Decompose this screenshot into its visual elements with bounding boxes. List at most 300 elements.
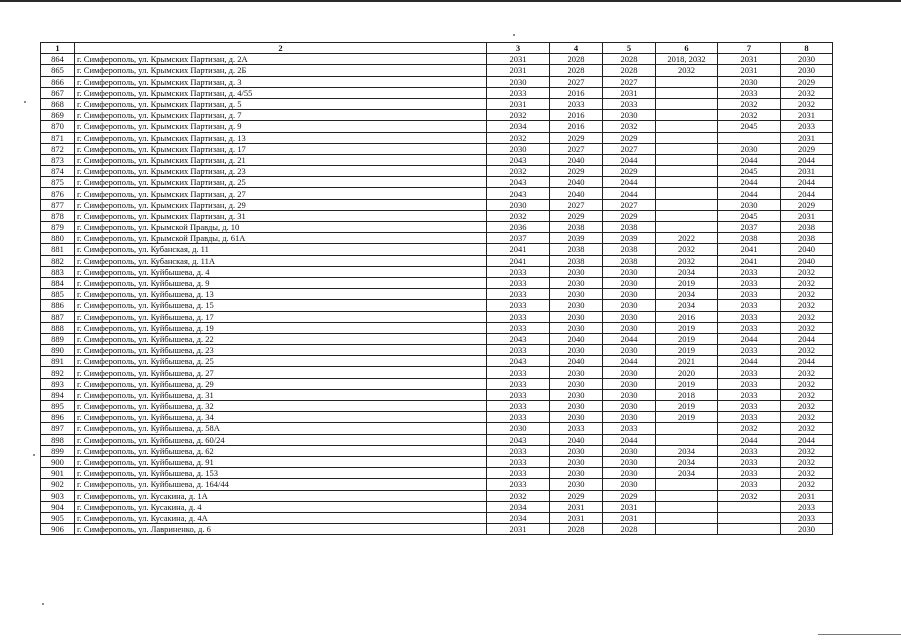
col-6-year — [656, 110, 718, 121]
table-row — [41, 479, 833, 490]
col-8-year: 2032 — [781, 389, 833, 400]
address: г. Симферополь, ул. Крымских Партизан, д. 21 — [75, 154, 487, 165]
table-row — [41, 177, 833, 188]
table-row — [41, 199, 833, 210]
table-row — [41, 378, 833, 389]
table-row — [41, 65, 833, 76]
col-5-year: 2030 — [603, 412, 656, 423]
col-6-year: 2032 — [656, 65, 718, 76]
col-5-year: 2030 — [603, 378, 656, 389]
row-number: 875 — [41, 177, 75, 188]
row-number: 867 — [41, 87, 75, 98]
col-7-year: 2033 — [718, 456, 781, 467]
column-header-1: 1 — [41, 43, 75, 54]
col-4-year: 2031 — [550, 501, 603, 512]
col-5-year: 2030 — [603, 110, 656, 121]
row-number: 901 — [41, 468, 75, 479]
col-6-year — [656, 166, 718, 177]
table-row — [41, 512, 833, 523]
col-8-year: 2031 — [781, 132, 833, 143]
col-4-year: 2030 — [550, 289, 603, 300]
col-5-year: 2029 — [603, 132, 656, 143]
table-row — [41, 322, 833, 333]
col-3-year: 2033 — [487, 401, 550, 412]
col-5-year: 2030 — [603, 445, 656, 456]
table-row — [41, 401, 833, 412]
col-6-year — [656, 188, 718, 199]
col-7-year: 2038 — [718, 233, 781, 244]
col-3-year: 2033 — [487, 300, 550, 311]
row-number: 872 — [41, 143, 75, 154]
table-row — [41, 333, 833, 344]
address: г. Симферополь, ул. Крымских Партизан, д. 29 — [75, 199, 487, 210]
col-5-year: 2028 — [603, 54, 656, 65]
col-4-year: 2040 — [550, 434, 603, 445]
col-5-year: 2027 — [603, 76, 656, 87]
row-number: 900 — [41, 456, 75, 467]
col-6-year: 2019 — [656, 333, 718, 344]
address: г. Симферополь, ул. Куйбышева, д. 22 — [75, 333, 487, 344]
col-6-year — [656, 177, 718, 188]
table-row — [41, 154, 833, 165]
col-3-year: 2031 — [487, 98, 550, 109]
address: г. Симферополь, ул. Крымских Партизан, д. 5 — [75, 98, 487, 109]
address: г. Симферополь, ул. Кубанская, д. 11 — [75, 244, 487, 255]
col-6-year: 2034 — [656, 289, 718, 300]
col-4-year: 2027 — [550, 143, 603, 154]
col-8-year: 2032 — [781, 311, 833, 322]
address: г. Симферополь, ул. Крымских Партизан, д. 17 — [75, 143, 487, 154]
table-row — [41, 412, 833, 423]
col-6-year: 2034 — [656, 445, 718, 456]
col-5-year: 2030 — [603, 322, 656, 333]
col-7-year: 2032 — [718, 490, 781, 501]
col-7-year: 2031 — [718, 54, 781, 65]
col-5-year: 2033 — [603, 423, 656, 434]
col-4-year: 2028 — [550, 524, 603, 535]
col-8-year: 2040 — [781, 255, 833, 266]
col-8-year: 2032 — [781, 345, 833, 356]
col-7-year: 2033 — [718, 367, 781, 378]
table-header-row — [41, 43, 833, 54]
col-7-year: 2030 — [718, 143, 781, 154]
col-3-year: 2033 — [487, 266, 550, 277]
col-4-year: 2038 — [550, 244, 603, 255]
col-6-year: 2019 — [656, 345, 718, 356]
col-4-year: 2030 — [550, 389, 603, 400]
col-8-year: 2032 — [781, 367, 833, 378]
row-number: 893 — [41, 378, 75, 389]
row-number: 886 — [41, 300, 75, 311]
col-7-year: 2033 — [718, 289, 781, 300]
row-number: 873 — [41, 154, 75, 165]
column-header-7: 7 — [718, 43, 781, 54]
column-header-5: 5 — [603, 43, 656, 54]
col-4-year: 2033 — [550, 98, 603, 109]
row-number: 899 — [41, 445, 75, 456]
col-7-year: 2041 — [718, 255, 781, 266]
row-number: 871 — [41, 132, 75, 143]
address: г. Симферополь, ул. Крымской Правды, д. 61А — [75, 233, 487, 244]
col-3-year: 2033 — [487, 389, 550, 400]
col-4-year: 2040 — [550, 188, 603, 199]
col-5-year: 2030 — [603, 277, 656, 288]
col-8-year: 2044 — [781, 333, 833, 344]
col-4-year: 2030 — [550, 345, 603, 356]
row-number: 877 — [41, 199, 75, 210]
col-4-year: 2039 — [550, 233, 603, 244]
col-6-year: 2018 — [656, 389, 718, 400]
address: г. Симферополь, ул. Крымских Партизан, д. 31 — [75, 210, 487, 221]
row-number: 882 — [41, 255, 75, 266]
col-4-year: 2040 — [550, 177, 603, 188]
col-4-year: 2029 — [550, 166, 603, 177]
table-row — [41, 266, 833, 277]
col-5-year: 2028 — [603, 65, 656, 76]
col-7-year — [718, 501, 781, 512]
row-number: 881 — [41, 244, 75, 255]
col-7-year: 2033 — [718, 378, 781, 389]
col-3-year: 2033 — [487, 445, 550, 456]
address: г. Симферополь, ул. Куйбышева, д. 19 — [75, 322, 487, 333]
col-5-year: 2030 — [603, 300, 656, 311]
col-8-year: 2032 — [781, 289, 833, 300]
col-5-year: 2030 — [603, 266, 656, 277]
col-3-year: 2031 — [487, 54, 550, 65]
col-5-year: 2044 — [603, 333, 656, 344]
col-5-year: 2038 — [603, 222, 656, 233]
table-row — [41, 210, 833, 221]
col-3-year: 2032 — [487, 490, 550, 501]
col-5-year: 2030 — [603, 345, 656, 356]
address: г. Симферополь, ул. Кубанская, д. 11А — [75, 255, 487, 266]
col-7-year: 2045 — [718, 121, 781, 132]
address: г. Симферополь, ул. Куйбышева, д. 60/24 — [75, 434, 487, 445]
col-4-year: 2030 — [550, 456, 603, 467]
col-6-year — [656, 501, 718, 512]
row-number: 878 — [41, 210, 75, 221]
table-row — [41, 255, 833, 266]
col-3-year: 2043 — [487, 434, 550, 445]
address: г. Симферополь, ул. Куйбышева, д. 34 — [75, 412, 487, 423]
col-3-year: 2030 — [487, 423, 550, 434]
col-7-year: 2033 — [718, 277, 781, 288]
col-4-year: 2038 — [550, 255, 603, 266]
col-8-year: 2031 — [781, 210, 833, 221]
table-row — [41, 524, 833, 535]
col-6-year: 2018, 2032 — [656, 54, 718, 65]
address: г. Симферополь, ул. Куйбышева, д. 62 — [75, 445, 487, 456]
address: г. Симферополь, ул. Лавриненко, д. 6 — [75, 524, 487, 535]
col-4-year: 2027 — [550, 76, 603, 87]
col-4-year: 2040 — [550, 356, 603, 367]
col-3-year: 2030 — [487, 143, 550, 154]
address: г. Симферополь, ул. Крымских Партизан, д. 13 — [75, 132, 487, 143]
col-8-year: 2044 — [781, 356, 833, 367]
col-3-year: 2033 — [487, 322, 550, 333]
col-6-year: 2021 — [656, 356, 718, 367]
col-8-year: 2044 — [781, 177, 833, 188]
col-8-year: 2044 — [781, 434, 833, 445]
col-7-year: 2044 — [718, 356, 781, 367]
row-number: 887 — [41, 311, 75, 322]
row-number: 868 — [41, 98, 75, 109]
address: г. Симферополь, ул. Куйбышева, д. 32 — [75, 401, 487, 412]
col-6-year — [656, 98, 718, 109]
address: г. Симферополь, ул. Куйбышева, д. 17 — [75, 311, 487, 322]
col-3-year: 2033 — [487, 367, 550, 378]
col-6-year: 2019 — [656, 401, 718, 412]
row-number: 884 — [41, 277, 75, 288]
col-8-year: 2038 — [781, 222, 833, 233]
col-6-year: 2019 — [656, 412, 718, 423]
col-7-year: 2031 — [718, 65, 781, 76]
col-4-year: 2030 — [550, 277, 603, 288]
row-number: 903 — [41, 490, 75, 501]
col-5-year: 2027 — [603, 199, 656, 210]
address: г. Симферополь, ул. Куйбышева, д. 4 — [75, 266, 487, 277]
column-header-3: 3 — [487, 43, 550, 54]
address: г. Симферополь, ул. Крымских Партизан, д. 25 — [75, 177, 487, 188]
col-5-year: 2029 — [603, 166, 656, 177]
address: г. Симферополь, ул. Крымских Партизан, д. 2Б — [75, 65, 487, 76]
col-5-year: 2029 — [603, 490, 656, 501]
col-8-year: 2032 — [781, 378, 833, 389]
col-5-year: 2030 — [603, 479, 656, 490]
col-8-year: 2030 — [781, 65, 833, 76]
row-number: 864 — [41, 54, 75, 65]
table-row — [41, 244, 833, 255]
col-6-year: 2019 — [656, 322, 718, 333]
table-row — [41, 490, 833, 501]
col-3-year: 2043 — [487, 188, 550, 199]
col-8-year: 2032 — [781, 445, 833, 456]
col-3-year: 2033 — [487, 311, 550, 322]
col-5-year: 2039 — [603, 233, 656, 244]
col-8-year: 2033 — [781, 512, 833, 523]
col-4-year: 2031 — [550, 512, 603, 523]
col-3-year: 2032 — [487, 166, 550, 177]
row-number: 866 — [41, 76, 75, 87]
row-number: 865 — [41, 65, 75, 76]
col-3-year: 2033 — [487, 378, 550, 389]
table-row — [41, 143, 833, 154]
col-4-year: 2016 — [550, 121, 603, 132]
col-4-year: 2030 — [550, 445, 603, 456]
col-7-year: 2033 — [718, 345, 781, 356]
table-row — [41, 501, 833, 512]
col-8-year: 2030 — [781, 54, 833, 65]
col-3-year: 2030 — [487, 76, 550, 87]
col-6-year: 2034 — [656, 468, 718, 479]
col-6-year — [656, 143, 718, 154]
row-number: 896 — [41, 412, 75, 423]
col-8-year: 2044 — [781, 188, 833, 199]
col-6-year — [656, 132, 718, 143]
address: г. Симферополь, ул. Крымских Партизан, д. 9 — [75, 121, 487, 132]
table-row — [41, 289, 833, 300]
col-7-year: 2045 — [718, 210, 781, 221]
col-5-year: 2038 — [603, 244, 656, 255]
col-8-year: 2038 — [781, 233, 833, 244]
col-3-year: 2033 — [487, 289, 550, 300]
col-6-year: 2016 — [656, 311, 718, 322]
row-number: 891 — [41, 356, 75, 367]
col-4-year: 2030 — [550, 378, 603, 389]
col-3-year: 2034 — [487, 121, 550, 132]
row-number: 904 — [41, 501, 75, 512]
col-4-year: 2016 — [550, 110, 603, 121]
col-7-year: 2044 — [718, 177, 781, 188]
col-5-year: 2031 — [603, 87, 656, 98]
col-7-year: 2032 — [718, 98, 781, 109]
col-6-year: 2022 — [656, 233, 718, 244]
col-5-year: 2032 — [603, 121, 656, 132]
page-top-edge — [0, 0, 901, 7]
col-3-year: 2043 — [487, 356, 550, 367]
col-7-year: 2037 — [718, 222, 781, 233]
row-number: 869 — [41, 110, 75, 121]
address: г. Симферополь, ул. Крымских Партизан, д. 2А — [75, 54, 487, 65]
address: г. Симферополь, ул. Куйбышева, д. 23 — [75, 345, 487, 356]
col-8-year: 2029 — [781, 199, 833, 210]
col-4-year: 2027 — [550, 199, 603, 210]
address: г. Симферополь, ул. Крымских Партизан, д. 27 — [75, 188, 487, 199]
col-6-year — [656, 524, 718, 535]
col-5-year: 2030 — [603, 289, 656, 300]
address: г. Симферополь, ул. Крымских Партизан, д. 4/55 — [75, 87, 487, 98]
col-8-year: 2029 — [781, 143, 833, 154]
row-number: 905 — [41, 512, 75, 523]
address: г. Симферополь, ул. Куйбышева, д. 27 — [75, 367, 487, 378]
col-8-year: 2031 — [781, 166, 833, 177]
col-5-year: 2028 — [603, 524, 656, 535]
col-7-year: 2044 — [718, 333, 781, 344]
address: г. Симферополь, ул. Куйбышева, д. 58А — [75, 423, 487, 434]
col-5-year: 2038 — [603, 255, 656, 266]
scan-speck — [42, 603, 44, 605]
col-6-year: 2020 — [656, 367, 718, 378]
column-header-8: 8 — [781, 43, 833, 54]
col-5-year: 2030 — [603, 367, 656, 378]
address: г. Симферополь, ул. Крымской Правды, д. 10 — [75, 222, 487, 233]
table-row — [41, 356, 833, 367]
col-3-year: 2043 — [487, 154, 550, 165]
col-7-year: 2032 — [718, 423, 781, 434]
table-row — [41, 87, 833, 98]
col-4-year: 2030 — [550, 300, 603, 311]
col-6-year — [656, 199, 718, 210]
col-8-year: 2030 — [781, 524, 833, 535]
col-6-year: 2019 — [656, 378, 718, 389]
col-5-year: 2044 — [603, 154, 656, 165]
col-7-year: 2045 — [718, 166, 781, 177]
table-row — [41, 188, 833, 199]
col-4-year: 2040 — [550, 333, 603, 344]
col-5-year: 2030 — [603, 468, 656, 479]
col-8-year: 2044 — [781, 154, 833, 165]
col-4-year: 2030 — [550, 311, 603, 322]
col-3-year: 2033 — [487, 87, 550, 98]
address: г. Симферополь, ул. Куйбышева, д. 31 — [75, 389, 487, 400]
row-number: 870 — [41, 121, 75, 132]
col-7-year: 2033 — [718, 300, 781, 311]
address: г. Симферополь, ул. Куйбышева, д. 15 — [75, 300, 487, 311]
row-number: 895 — [41, 401, 75, 412]
col-7-year: 2044 — [718, 434, 781, 445]
col-4-year: 2029 — [550, 132, 603, 143]
col-7-year: 2032 — [718, 110, 781, 121]
col-8-year: 2033 — [781, 121, 833, 132]
col-4-year: 2028 — [550, 65, 603, 76]
col-5-year: 2044 — [603, 177, 656, 188]
col-7-year: 2033 — [718, 87, 781, 98]
col-4-year: 2030 — [550, 322, 603, 333]
col-4-year: 2029 — [550, 210, 603, 221]
col-6-year — [656, 121, 718, 132]
address: г. Симферополь, ул. Куйбышева, д. 91 — [75, 456, 487, 467]
col-7-year — [718, 132, 781, 143]
col-7-year: 2030 — [718, 199, 781, 210]
table-row — [41, 468, 833, 479]
col-7-year — [718, 524, 781, 535]
table-body — [41, 54, 833, 535]
col-4-year: 2038 — [550, 222, 603, 233]
col-8-year: 2032 — [781, 479, 833, 490]
column-header-2: 2 — [75, 43, 487, 54]
col-6-year — [656, 154, 718, 165]
col-3-year: 2043 — [487, 333, 550, 344]
col-6-year — [656, 76, 718, 87]
col-6-year — [656, 87, 718, 98]
address: г. Симферополь, ул. Куйбышева, д. 9 — [75, 277, 487, 288]
table-row — [41, 233, 833, 244]
row-number: 879 — [41, 222, 75, 233]
table-row — [41, 345, 833, 356]
col-6-year: 2034 — [656, 266, 718, 277]
col-6-year — [656, 479, 718, 490]
col-4-year: 2033 — [550, 423, 603, 434]
address: г. Симферополь, ул. Куйбышева, д. 164/44 — [75, 479, 487, 490]
address: г. Симферополь, ул. Куйбышева, д. 153 — [75, 468, 487, 479]
col-3-year: 2034 — [487, 512, 550, 523]
col-8-year: 2032 — [781, 300, 833, 311]
col-4-year: 2030 — [550, 479, 603, 490]
col-8-year: 2032 — [781, 277, 833, 288]
col-5-year: 2044 — [603, 434, 656, 445]
col-4-year: 2030 — [550, 266, 603, 277]
col-7-year: 2033 — [718, 389, 781, 400]
col-3-year: 2032 — [487, 110, 550, 121]
table-row — [41, 389, 833, 400]
scan-speck — [33, 454, 35, 456]
col-3-year: 2033 — [487, 468, 550, 479]
col-3-year: 2041 — [487, 255, 550, 266]
col-8-year: 2033 — [781, 501, 833, 512]
address: г. Симферополь, ул. Кусакина, д. 1А — [75, 490, 487, 501]
col-7-year: 2033 — [718, 412, 781, 423]
col-6-year: 2032 — [656, 244, 718, 255]
col-3-year: 2033 — [487, 345, 550, 356]
scan-speck — [513, 34, 515, 36]
col-3-year: 2043 — [487, 177, 550, 188]
col-3-year: 2037 — [487, 233, 550, 244]
col-6-year — [656, 434, 718, 445]
row-number: 888 — [41, 322, 75, 333]
col-6-year — [656, 512, 718, 523]
col-8-year: 2032 — [781, 412, 833, 423]
col-3-year: 2033 — [487, 277, 550, 288]
